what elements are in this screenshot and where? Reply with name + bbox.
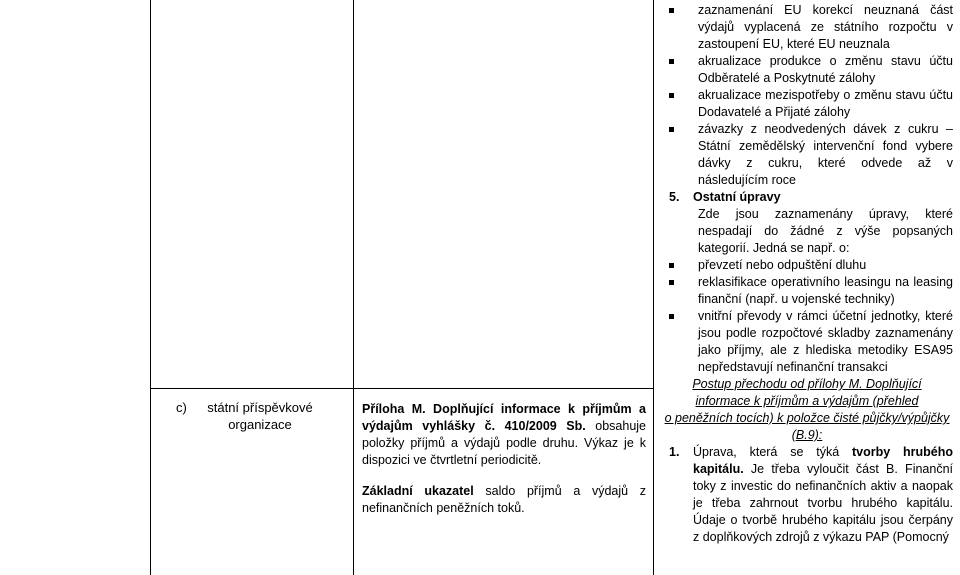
procedure-heading xyxy=(661,376,953,444)
section-heading xyxy=(661,189,953,206)
list-item: převzetí nebo odpuštění dluhu xyxy=(661,257,953,274)
table-border-col2 xyxy=(353,0,354,575)
procedure-heading-line4: (B.9): xyxy=(791,428,823,442)
list-item: závazky z neodvedených dávek z cukru – Státní zemědělský intervenční fond vybere dávky z cukru, které odvede až v následujícím roce xyxy=(661,121,953,189)
indicator-title: Základní ukazatel xyxy=(362,484,474,498)
list-item: akrualizace produkce o změnu stavu účtu Odběratelé a Poskytnuté zálohy xyxy=(661,53,953,87)
section-text: Zde jsou zaznamenány úpravy, které nespadají do žádné z výše popsaných kategorií. Jedná se např. o: xyxy=(698,207,953,255)
organization-type-cell xyxy=(162,399,347,433)
indicator-description: saldo příjmů a výdajů z nefinančních peněžních toků. xyxy=(362,484,647,515)
item-letter: c) xyxy=(176,400,187,415)
step-text xyxy=(693,444,953,546)
source-description-cell xyxy=(362,401,646,517)
step-rest: Je třeba vyloučit část B. Finanční toky z investic do nefinančních aktiv a naopak je třeba zahrnout tvorbu hrubého kapitálu. Údaje o tvorbě hrubého kapitálu jsou čerpány z doplňkových zdrojů z výkazu PAP (Pomocný xyxy=(693,462,953,544)
organization-type-line1: státní příspěvkové xyxy=(207,400,313,415)
list-item: akrualizace mezispotřeby o změnu stavu účtu Dodavatelé a Přijaté zálohy xyxy=(661,87,953,121)
step-number: 1. xyxy=(669,445,680,459)
organization-type-line2: organizace xyxy=(228,417,292,432)
adjustments-cell xyxy=(661,0,953,546)
row-separator xyxy=(150,388,654,389)
attachment-description: obsahuje položky příjmů a výdajů podle druhu. Výkaz je k dispozici ve čtvrtletní periodicitě. xyxy=(362,419,646,467)
section-title: Ostatní úpravy xyxy=(693,190,781,204)
list-item: zaznamenání EU korekcí neuznaná část výdajů vyplacená ze státního rozpočtu v zastoupení EU, které EU neuznala xyxy=(661,2,953,53)
section-number: 5. xyxy=(669,190,680,204)
list-item: reklasifikace operativního leasingu na leasing finanční (např. u vojenské techniky) xyxy=(661,274,953,308)
indicator-paragraph xyxy=(362,483,646,517)
organization-type-label xyxy=(200,399,320,433)
procedure-heading-line3: o peněžních tocích) k položce čisté půjčky/výpůjčky xyxy=(664,411,950,425)
attachment-paragraph xyxy=(362,401,646,469)
step-bold: tvorby hrubého kapitálu. xyxy=(693,445,954,476)
step-item xyxy=(661,444,953,546)
attachment-title: Příloha M. Doplňující informace k příjmům a výdajům vyhlášky č. 410/2009 Sb. xyxy=(362,402,646,433)
procedure-heading-line2: informace k příjmům a výdajům (přehled xyxy=(695,394,919,408)
procedure-heading-line1: Postup přechodu od přílohy M. Doplňující xyxy=(692,377,922,391)
list-item: vnitřní převody v rámci účetní jednotky, které jsou podle rozpočtové skladby zaznamenány jako příjmy, ale z hlediska metodiky ESA95 nepředstavují nefinanční transakci xyxy=(661,308,953,376)
table-border-col3 xyxy=(653,0,654,575)
table-border-left xyxy=(150,0,151,575)
step-prefix: Úprava, která se týká xyxy=(693,445,852,459)
